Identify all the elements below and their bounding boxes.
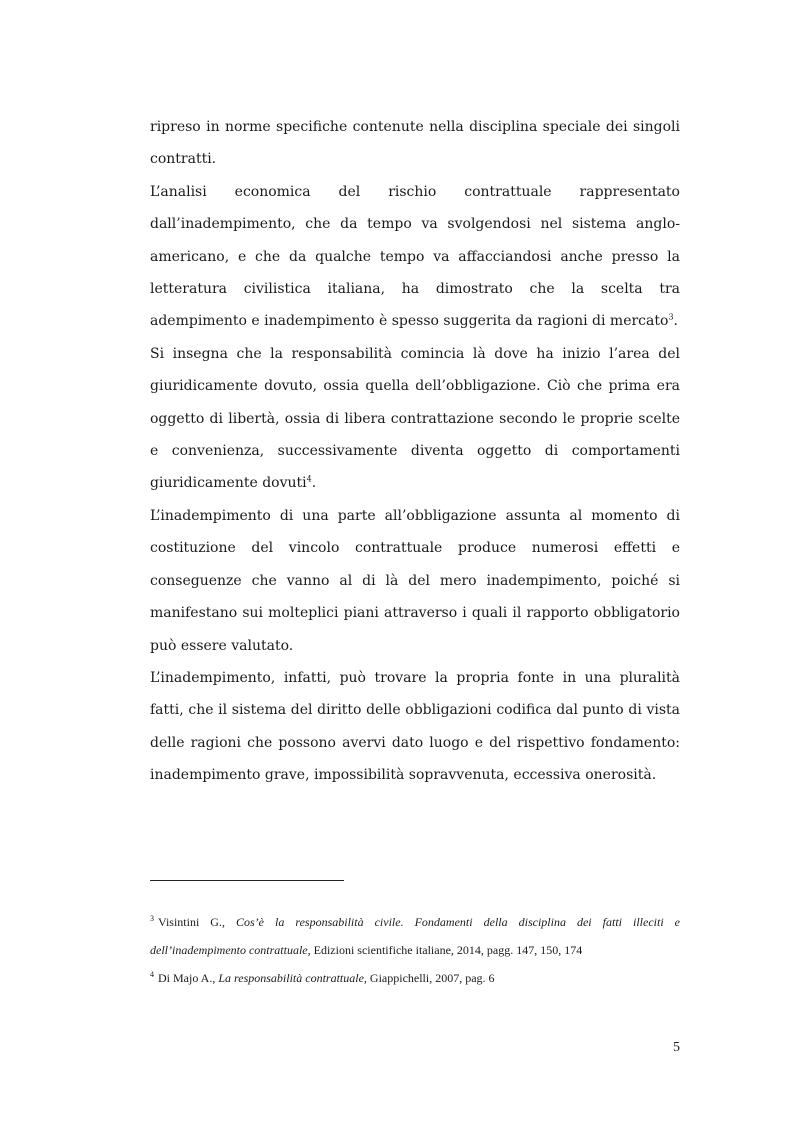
footnote-ref[interactable]: 3 <box>668 312 674 322</box>
footnotes <box>150 908 680 992</box>
footnote-number: 3 <box>150 914 154 923</box>
footnote-number: 4 <box>150 970 154 979</box>
footnote-ref[interactable]: 4 <box>306 474 312 484</box>
paragraph: L’inadempimento, infatti, può trovare la propria fonte in una pluralità fatti, che il sistema del diritto delle obbligazioni codifica dal punto di vista delle ragioni che possono avervi dato luogo e del rispettivo fondamento: inadempimento grave, impossibilità sopravvenuta, eccessiva onerosità. <box>150 669 680 784</box>
footnote-title: La responsabilità contrattuale, <box>218 971 367 985</box>
footnote-separator <box>150 880 344 881</box>
paragraph: ripreso in norme specifiche contenute nella disciplina speciale dei singoli contratti. <box>150 119 680 168</box>
footnote: $^4$ Di Majo A., La responsabilità contrattuale, Giappichelli, 2007, pag. 6 <box>150 970 495 985</box>
body-text <box>150 111 680 792</box>
paragraph: L’analisi economica del rischio contrattuale rappresentato dall’inadempimento, che da tempo va svolgendosi nel sistema anglo-americano, e che da qualche tempo va affacciandosi anche presso la letteratura civilistica italiana, ha dimostrato che la scelta tra adempimento e inadempimento è spesso suggerita da ragioni di mercato$^3$. <box>150 183 680 330</box>
page-number: 5 <box>673 1040 680 1055</box>
paragraph: Si insegna che la responsabilità comincia là dove ha inizio l’area del giuridicamente dovuto, ossia quella dell’obbligazione. Ciò che prima era oggetto di libertà, ossia di libera contrattazione secondo le proprie scelte e convenienza, successivamente diventa oggetto di comportamenti giuridicamente dovuti$^4$. <box>150 345 680 492</box>
footnote-title: Cos’è la responsabilità civile. Fondamenti della disciplina dei fatti illeciti e dell’inadempimento contrattuale, <box>150 915 681 957</box>
footnote: $^3$ Visintini G., Cos’è la responsabilità civile. Fondamenti della disciplina dei fatti illeciti e dell’inadempimento contrattuale, Edizioni scientifiche italiane, 2014, pagg. 147, 150, 174 <box>150 914 681 957</box>
paragraph: L’inadempimento di una parte all’obbligazione assunta al momento di costituzione del vincolo contrattuale produce numerosi effetti e conseguenze che vanno al di là del mero inadempimento, poiché si manifestano sui molteplici piani attraverso i quali il rapporto obbligatorio può essere valutato. <box>150 507 680 654</box>
